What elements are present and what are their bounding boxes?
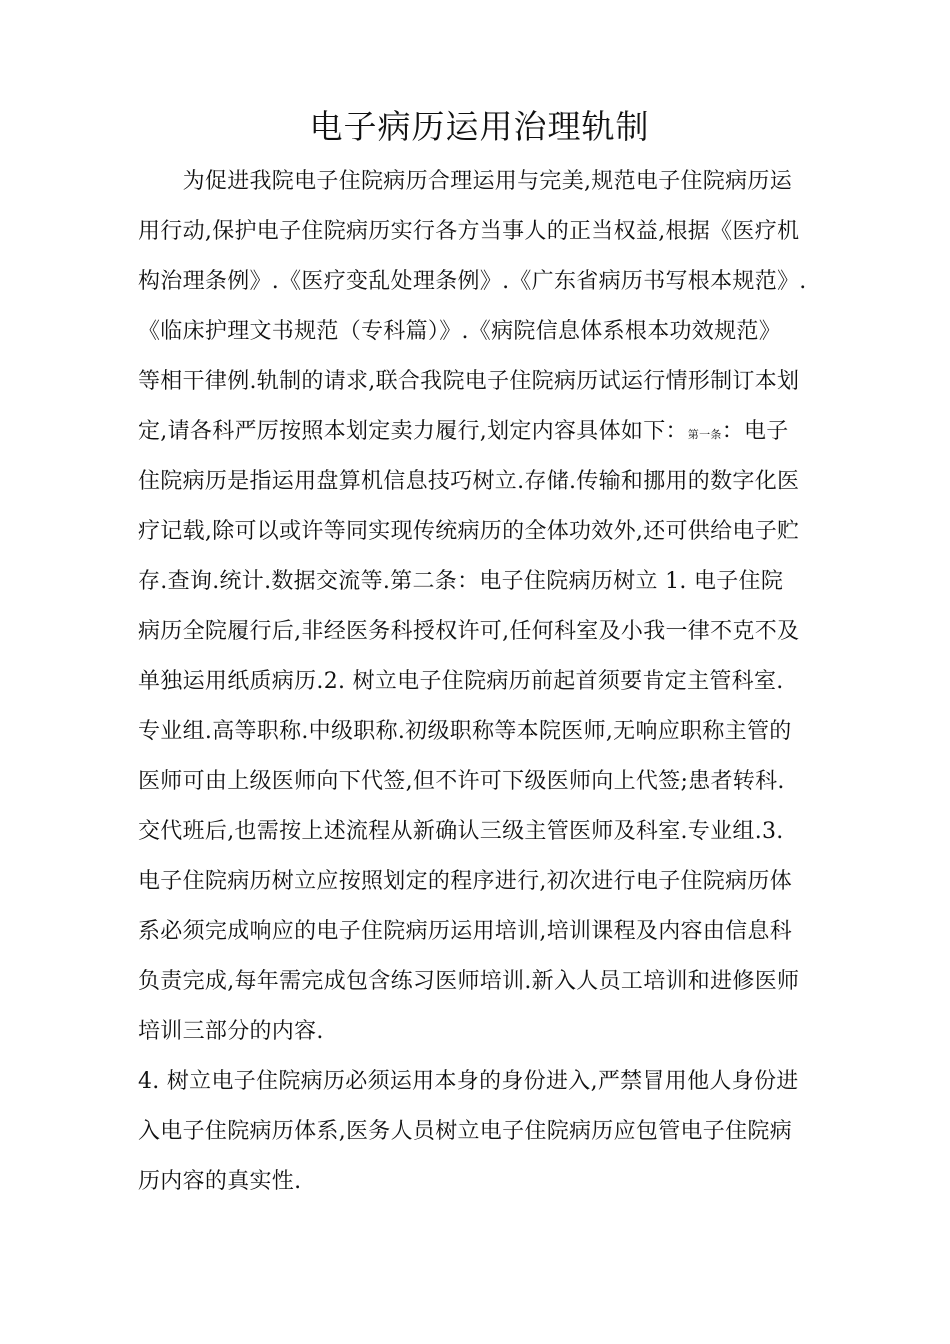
paragraph-text: ：电子: [721, 419, 789, 444]
paragraph-line: 存.查询.统计.数据交流等.第二条：电子住院病历树立 1. 电子住院: [138, 569, 784, 594]
paragraph-line: 历内容的真实性.: [138, 1169, 302, 1194]
document-title: 电子病历运用治理轨制: [309, 107, 650, 146]
paragraph-line: 单独运用纸质病历.2. 树立电子住院病历前起首须要肯定主管科室.: [138, 669, 784, 694]
paragraph-line: 用行动,保护电子住院病历实行各方当事人的正当权益,根据《医疗机: [138, 219, 800, 244]
paragraph-line: 住院病历是指运用盘算机信息技巧树立.存储.传输和挪用的数字化医: [138, 469, 800, 494]
paragraph-text: 定,请各科严厉按照本划定卖力履行,划定内容具体如下：: [138, 419, 688, 444]
article-number-small: 第一条: [687, 428, 722, 441]
paragraph-line: 为促进我院电子住院病历合理运用与完美,规范电子住院病历运: [138, 169, 792, 194]
paragraph-line: 4. 树立电子住院病历必须运用本身的身份进入,严禁冒用他人身份进: [138, 1069, 799, 1094]
paragraph-line: 交代班后,也需按上述流程从新确认三级主管医师及科室.专业组.3.: [138, 819, 784, 844]
paragraph-line: 专业组.高等职称.中级职称.初级职称等本院医师,无响应职称主管的: [138, 719, 792, 744]
paragraph-line: 疗记载,除可以或许等同实现传统病历的全体功效外,还可供给电子贮: [138, 519, 800, 544]
paragraph-line: 构治理条例》.《医疗变乱处理条例》.《广东省病历书写根本规范》.: [138, 269, 807, 294]
paragraph-line-with-article: [138, 408, 821, 456]
paragraph-line: 电子住院病历树立应按照划定的程序进行,初次进行电子住院病历体: [138, 869, 792, 894]
paragraph-line: 医师可由上级医师向下代签,但不许可下级医师向上代签;患者转科.: [138, 769, 785, 794]
paragraph-line: 负责完成,每年需完成包含练习医师培训.新入人员工培训和进修医师: [138, 969, 800, 994]
paragraph-line: 培训三部分的内容.: [138, 1019, 324, 1044]
paragraph-line: 等相干律例.轨制的请求,联合我院电子住院病历试运行情形制订本划: [138, 369, 800, 394]
paragraph-line: 入电子住院病历体系,医务人员树立电子住院病历应包管电子住院病: [138, 1119, 792, 1144]
paragraph-line: 《临床护理文书规范（专科篇）》.《病院信息体系根本功效规范》: [138, 319, 781, 344]
paragraph-line: 系必须完成响应的电子住院病历运用培训,培训课程及内容由信息科: [138, 919, 792, 944]
paragraph-line: 病历全院履行后,非经医务科授权许可,任何科室及小我一律不克不及: [138, 619, 800, 644]
